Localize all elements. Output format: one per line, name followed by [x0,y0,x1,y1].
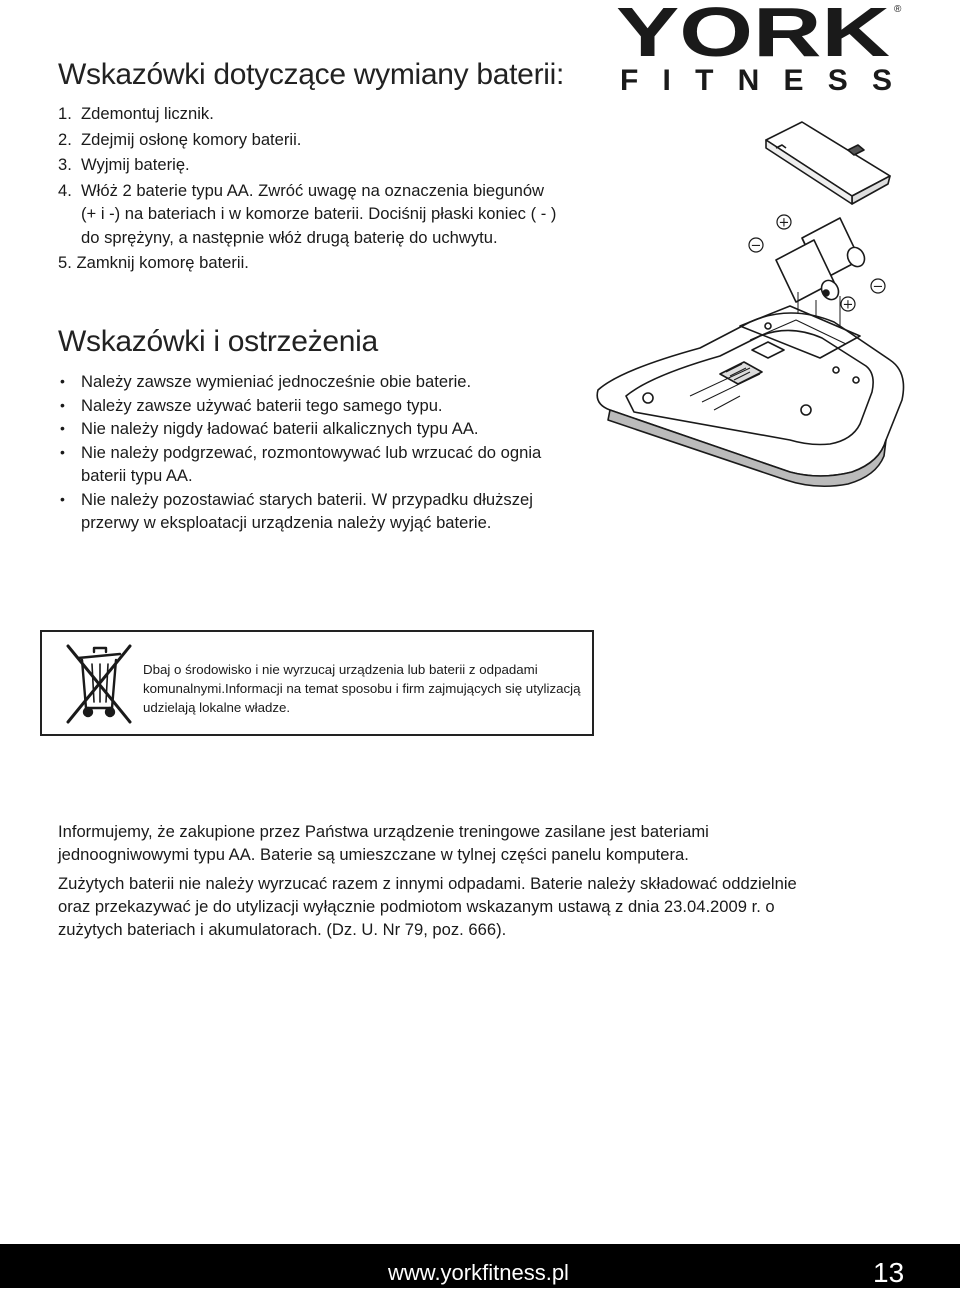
minus-sign-icon: − [872,279,884,295]
list-item [58,370,578,394]
logo-top-text: YORK [616,2,890,71]
bullet-icon: • [60,373,65,389]
bullet-icon: • [60,420,65,436]
recycling-notice-text: Dbaj o środowisko i nie wyrzucaj urządzenia lub baterii z odpadami komunalnymi.Informacji na temat sposobu i firm zajmujących się utylizacją udzielają lokalne władze. [143,662,581,715]
list-item [58,179,558,250]
footer-website-url: www.yorkfitness.pl [388,1260,569,1285]
battery-housing-icon [597,306,903,486]
warnings-heading: Wskazówki i ostrzeżenia [58,325,378,358]
battery-cover-icon [766,122,890,204]
bullet-icon: • [60,396,65,413]
list-item [58,441,578,488]
battery-replacement-heading: Wskazówki dotyczące wymiany baterii: [58,58,565,91]
warnings-list [58,370,578,535]
minus-sign-icon: − [750,238,762,254]
list-item [58,417,578,441]
list-item [58,128,558,152]
list-item [58,394,578,418]
warning-text: Należy zawsze wymieniać jednocześnie obie baterie. [81,372,472,391]
step-text: Wyjmij baterię. [81,155,190,174]
recycling-notice-box [40,630,594,736]
page-number: 13 [873,1257,905,1288]
page-footer [0,1244,960,1288]
step-number: 5. [58,253,72,272]
list-item [58,488,578,535]
battery-info-paragraph: Informujemy, że zakupione przez Państwa urządzenie treningowe zasilane jest bateriami jednoogniwowymi typu AA. Baterie są umieszczane w tylnej części panelu komputera. [58,822,709,864]
bullet-icon: • [60,443,65,460]
replacement-steps-list [58,102,558,277]
crossed-out-bin-icon [64,642,134,726]
warning-text: Nie należy podgrzewać, rozmontowywać lub wrzucać do ognia baterii typu AA. [81,442,542,485]
logo-bottom-text: FITNESS [620,64,892,97]
step-number: 2. [58,129,72,149]
step-number: 3. [58,155,72,174]
step-number: 4. [58,180,72,200]
registered-mark: ® [894,4,902,15]
bullet-icon: • [60,490,65,507]
warning-text: Nie należy nigdy ładować baterii alkalicznych typu AA. [81,419,479,438]
step-text: Zdejmij osłonę komory baterii. [81,129,302,149]
battery-compartment-illustration [590,110,910,490]
list-item [58,102,558,126]
aa-batteries-icon [776,215,868,303]
step-text: Zamknij komorę baterii. [76,253,249,272]
york-fitness-logo [616,2,906,98]
list-item [58,251,558,275]
warning-text: Nie należy pozostawiać starych baterii. W przypadku dłuższej przerwy w eksploatacji urządzenia należy wyjąć baterie. [81,489,533,532]
list-item [58,153,558,177]
battery-disposal-paragraph: Zużytych baterii nie należy wyrzucać razem z innymi odpadami. Baterie należy składować oddzielnie oraz przekazywać je do utylizacji wyłącznie podmiotom wskazanym ustawą z dnia 23.04.2009 r. o zużytych bateriach i akumulatorach. (Dz. U. Nr 79, poz. 666). [58,874,797,939]
step-text: Zdemontuj licznik. [81,104,214,123]
step-text: Włóż 2 baterie typu AA. Zwróć uwagę na oznaczenia biegunów (+ i -) na bateriach i w komorze baterii. Dociśnij płaski koniec ( - ) do sprężyny, a następnie włóż drugą baterię do uchwytu. [81,180,557,247]
plus-sign-icon: + [842,297,854,313]
warning-text: Należy zawsze używać baterii tego samego typu. [81,395,443,415]
step-number: 1. [58,104,72,123]
plus-sign-icon: + [778,215,790,231]
